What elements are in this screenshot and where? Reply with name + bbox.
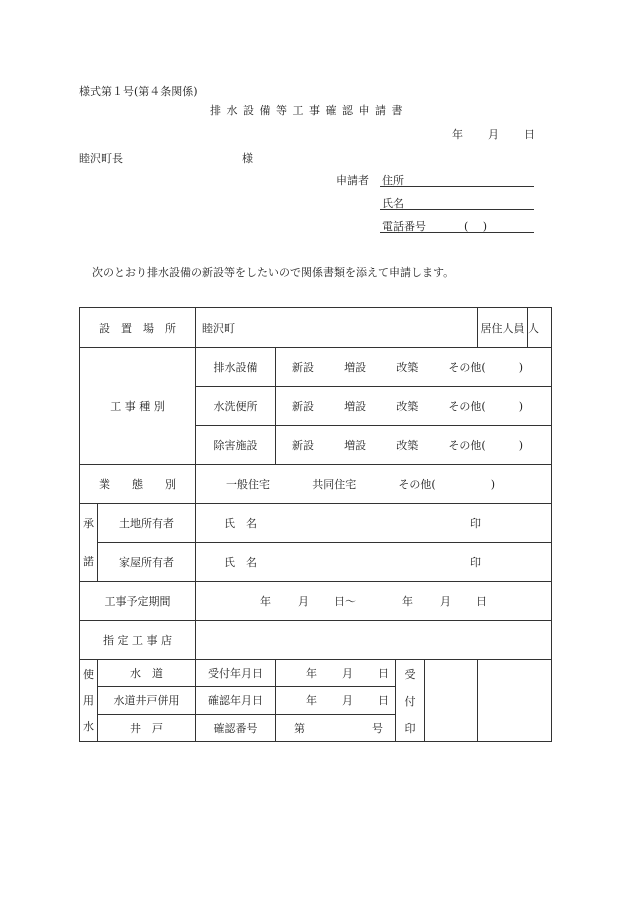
received-date-field[interactable]: 年 月 日 <box>276 660 396 687</box>
business-options[interactable] <box>196 465 552 504</box>
date-year: 年 <box>452 128 463 141</box>
option-renovation[interactable]: 改築 <box>396 361 419 374</box>
work-row-treatment: 除害施設 <box>196 426 276 465</box>
date-day: 日 <box>524 128 535 141</box>
work-options-flush-toilet[interactable] <box>276 387 552 426</box>
confirmed-date-label: 確認年月日 <box>196 687 276 714</box>
honorific: 様 <box>242 152 253 165</box>
work-options-drainage[interactable] <box>276 348 552 387</box>
option-new[interactable]: 新設 <box>292 400 314 413</box>
work-options-treatment[interactable] <box>276 426 552 465</box>
option-apartment[interactable]: 共同住宅 <box>312 478 357 491</box>
phone-label: 電話番号 <box>382 220 426 233</box>
option-addition[interactable]: 増設 <box>344 400 367 413</box>
option-business-other[interactable]: その他( ) <box>398 478 495 491</box>
contractor-label: 指 定 工 事 店 <box>80 621 196 660</box>
address-label: 住所 <box>382 174 404 187</box>
location-label: 設 置 場 所 <box>80 308 196 348</box>
residents-unit[interactable]: 人 <box>528 321 540 335</box>
water-type-tap[interactable]: 水 道 <box>98 660 196 687</box>
house-owner-field[interactable]: 氏 名 印 <box>196 543 552 582</box>
confirm-no-field[interactable]: 第 号 <box>276 714 396 741</box>
contractor-field[interactable] <box>196 621 552 660</box>
seal-mark: 印 <box>470 517 482 530</box>
received-date-label: 受付年月日 <box>196 660 276 687</box>
seal-mark: 印 <box>470 556 482 569</box>
residents-label: 居住人員 <box>478 308 528 347</box>
option-other[interactable]: その他( ) <box>448 400 524 413</box>
applicant-label: 申請者 <box>336 174 369 187</box>
land-owner-label: 土地所有者 <box>98 504 196 543</box>
option-other[interactable]: その他( ) <box>448 439 524 452</box>
period-field[interactable]: 年 月 日〜 年 月 日 <box>196 582 552 621</box>
option-detached[interactable]: 一般住宅 <box>226 478 270 491</box>
phone-paren: ( ) <box>464 220 488 233</box>
work-row-drainage: 排水設備 <box>196 348 276 387</box>
work-type-label: 工 事 種 別 <box>80 348 196 465</box>
application-table <box>79 307 552 742</box>
date-month: 月 <box>488 128 499 141</box>
intro-text: 次のとおり排水設備の新設等をしたいので関係書類を添えて申請します。 <box>92 266 455 279</box>
option-addition[interactable]: 増設 <box>344 439 367 452</box>
land-owner-field[interactable]: 氏 名 印 <box>196 504 552 543</box>
consent-label: 承 諾 <box>80 504 98 582</box>
option-renovation[interactable]: 改築 <box>396 439 419 452</box>
addressee: 睦沢町長 <box>79 152 123 165</box>
option-new[interactable]: 新設 <box>292 361 314 374</box>
work-row-flush-toilet: 水洗便所 <box>196 387 276 426</box>
confirm-no-label: 確認番号 <box>196 714 276 741</box>
address-field[interactable] <box>380 185 534 187</box>
confirmed-date-field[interactable]: 年 月 日 <box>276 687 396 714</box>
option-renovation[interactable]: 改築 <box>396 400 419 413</box>
water-type-well[interactable]: 井 戸 <box>98 714 196 741</box>
option-new[interactable]: 新設 <box>292 439 314 452</box>
name-label: 氏名 <box>382 197 404 210</box>
water-use-label: 使 用 水 <box>80 660 98 742</box>
house-owner-label: 家屋所有者 <box>98 543 196 582</box>
receipt-seal-label: 受 付 印 <box>396 660 425 741</box>
form-title: 排 水 設 備 等 工 事 確 認 申 請 書 <box>210 104 404 117</box>
location-value[interactable]: 睦沢町 <box>196 308 478 348</box>
option-addition[interactable]: 増設 <box>344 361 367 374</box>
period-label: 工事予定期間 <box>80 582 196 621</box>
name-field[interactable] <box>380 208 534 210</box>
business-label: 業 態 別 <box>80 465 196 504</box>
receipt-seal-box[interactable] <box>425 660 477 741</box>
phone-field[interactable] <box>380 231 534 233</box>
water-type-combined[interactable]: 水道井戸併用 <box>98 687 196 714</box>
receipt-seal-extra[interactable] <box>478 660 552 742</box>
option-other[interactable]: その他( ) <box>448 361 524 374</box>
form-number: 様式第１号(第４条関係) <box>79 85 198 98</box>
